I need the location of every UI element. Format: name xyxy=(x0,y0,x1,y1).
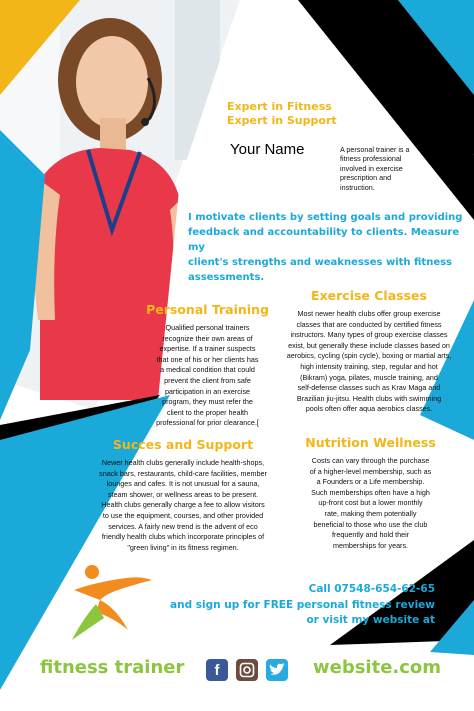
body-line: Newer health clubs generally include health-shops, xyxy=(101,458,265,467)
body-line: self-defense classes such as Krav Maga and xyxy=(297,383,441,393)
body-line: a Founders or a Life membership. xyxy=(316,477,425,487)
cta-phone[interactable]: Call 07548-654-62-65 xyxy=(308,583,435,595)
cta-offer: and sign up for FREE personal fitness review xyxy=(170,598,435,611)
body-line: memberships for years. xyxy=(332,540,409,550)
body-line: professional for prior clearance.[ xyxy=(156,418,259,428)
body-line: Costs can vary through the purchase xyxy=(311,456,430,465)
instagram-icon[interactable] xyxy=(236,659,258,681)
body-line: rate, making them potentially xyxy=(324,508,417,518)
intro-line: instruction. xyxy=(340,182,375,192)
section-nutrition-wellness xyxy=(298,435,443,551)
body-line: client to the proper health xyxy=(166,407,249,417)
section-succes-support xyxy=(98,437,268,553)
intro-line: involved in exercise xyxy=(340,163,403,173)
section-body xyxy=(284,309,454,415)
body-line: classes that are conducted by certified fitness xyxy=(296,319,442,329)
body-line: instructors. Many types of group exercise classes xyxy=(290,330,448,340)
body-line: services. A fairly new trend is the advent of eco xyxy=(108,521,258,531)
quote-line: feedback and accountability to clients. Measure my xyxy=(188,227,460,253)
fitness-logo-icon xyxy=(66,560,156,642)
body-line: program, they must refer the xyxy=(162,397,253,407)
body-line: to use the equipment, courses, and other provided xyxy=(102,510,264,520)
intro-line: A personal trainer is a xyxy=(340,145,410,154)
body-line: participation in an exercise xyxy=(164,386,251,396)
body-line: Health clubs generally charge a fee to allow visitors xyxy=(101,500,265,510)
quote-line: I motivate clients by setting goals and providing xyxy=(188,212,463,223)
section-title: Nutrition Wellness xyxy=(305,435,436,450)
facebook-icon[interactable]: f xyxy=(206,659,228,681)
body-line: that one of his or her clients has xyxy=(156,354,259,364)
body-line: a medical condition that could xyxy=(160,365,255,375)
section-exercise-classes xyxy=(284,288,454,415)
body-line: Brazilian jiu-jitsu. Health clubs with swimming xyxy=(296,393,442,403)
section-title: Succes and Support xyxy=(112,437,254,452)
intro-line: prescription and xyxy=(340,173,392,183)
body-line: Such memberships often have a high xyxy=(311,487,430,497)
section-body xyxy=(98,458,268,553)
quote-line: client's strengths and weaknesses with fitness xyxy=(188,257,453,268)
body-line: aerobics, cycling (spin cycle), boxing or martial arts, xyxy=(286,351,452,361)
website-link[interactable]: website.com xyxy=(313,657,442,678)
body-line: exist, but generally these include classes based on xyxy=(288,340,450,350)
body-line: expertise. If a trainer suspects xyxy=(159,344,256,354)
section-body xyxy=(140,323,275,429)
body-line: (Bikram) yoga, pilates, muscle training, and xyxy=(300,372,438,382)
body-line: snack bars, restaurants, child-care facilities, member xyxy=(99,468,267,478)
body-line: beneficial to those who use the club xyxy=(313,519,428,529)
section-body xyxy=(298,456,443,551)
body-line: "green living" in its fitness regimen. xyxy=(127,542,239,552)
body-line: up-front cost but a lower monthly xyxy=(318,498,423,508)
tagline-line-1: Expert in Fitness xyxy=(227,100,332,113)
section-personal-training xyxy=(140,302,275,429)
body-line: Qualified personal trainers xyxy=(165,323,250,332)
intro-text xyxy=(340,145,460,192)
section-title: Personal Training xyxy=(146,302,269,317)
tagline-line-2: Expert in Support xyxy=(227,114,337,127)
intro-line: fitness professional xyxy=(340,154,402,164)
body-line: frequently and hold their xyxy=(331,530,410,540)
trainer-name: Your Name xyxy=(230,141,305,158)
tagline-block xyxy=(227,100,377,128)
body-line: recognize their own areas of xyxy=(162,333,253,343)
body-line: steam shower, or wellness areas to be present. xyxy=(107,489,259,499)
body-line: prevent the client from safe xyxy=(164,375,251,385)
mission-statement xyxy=(188,210,473,285)
body-line: pools often offer aqua aerobics classes. xyxy=(305,404,433,414)
body-line: of a higher-level membership, such as xyxy=(309,466,432,476)
section-title: Exercise Classes xyxy=(311,288,427,303)
twitter-icon[interactable] xyxy=(266,659,288,681)
body-line: high intensity training, step, regular and hot xyxy=(300,361,438,371)
call-to-action xyxy=(160,582,435,629)
body-line: friendly health clubs which incorporate principles of xyxy=(101,532,265,542)
quote-line: assessments. xyxy=(188,272,265,283)
body-line: lounges and cafes. It is not unusual for a sauna, xyxy=(106,479,260,489)
cta-visit: or visit my website at xyxy=(306,614,435,626)
body-line: Most newer health clubs offer group exercise xyxy=(297,309,441,318)
brand-name: fitness trainer xyxy=(40,657,185,678)
